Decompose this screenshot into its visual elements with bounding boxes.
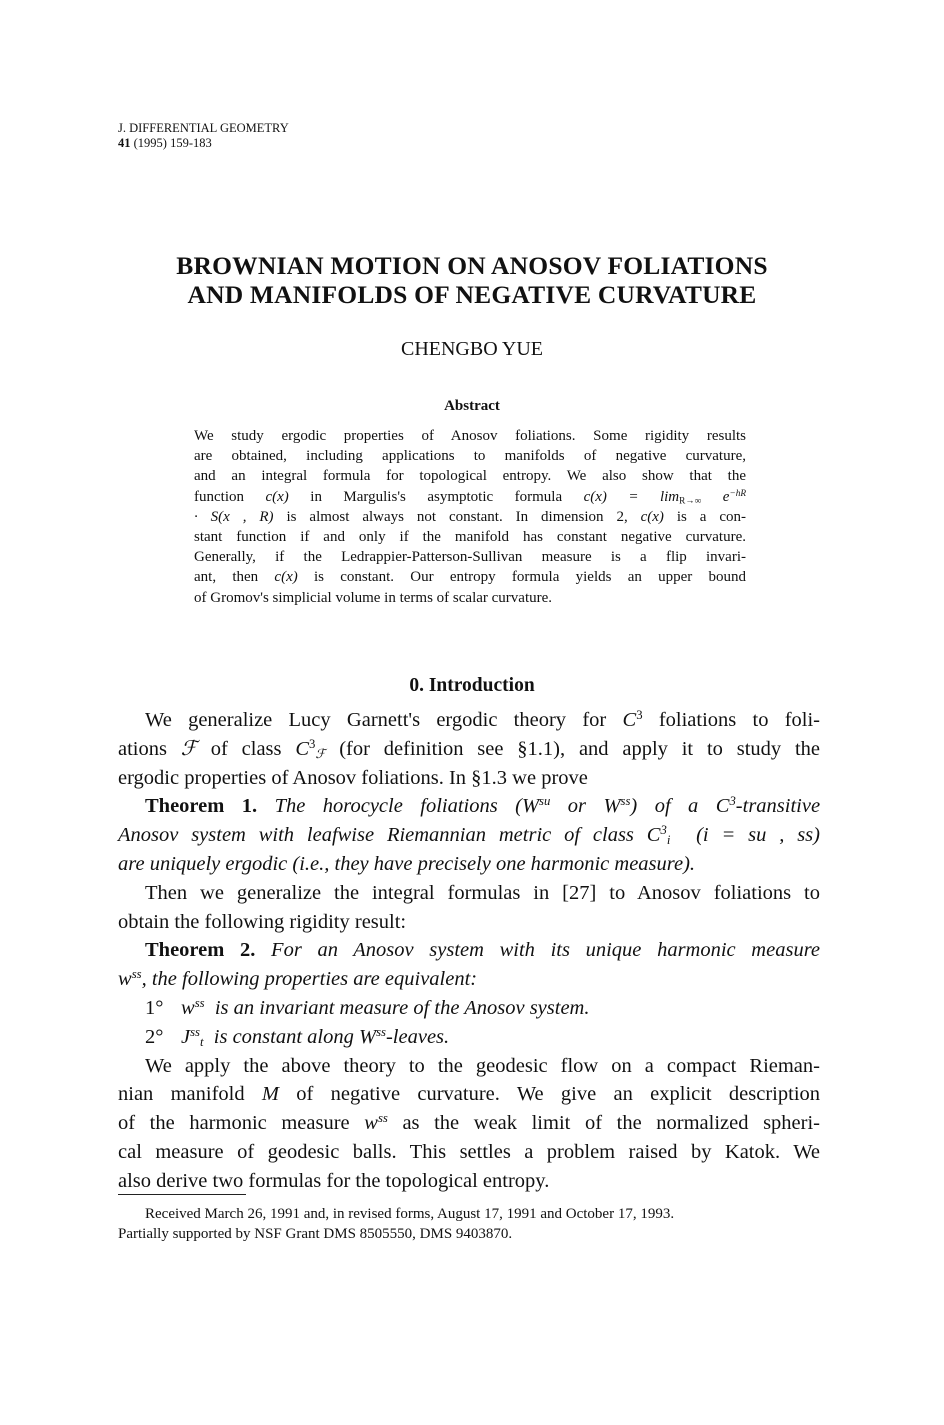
theorem-1-line: are uniquely ergodic (i.e., they have precisely one harmonic measure).: [118, 852, 696, 875]
section-heading: 0. Introduction: [409, 675, 535, 696]
intro-line: of the harmonic measure $w^{ss}$ as the weak limit of the normalized spheri-: [118, 1111, 821, 1135]
theorem-2-item-1: 1° $w^{ss}$ is an invariant measure of the Anosov system.: [145, 995, 590, 1019]
theorem-2-item-2: 2° $J^{ss}_t$ is constant along $W^{ss}$-leaves.: [145, 1024, 450, 1049]
footnote-divider: [118, 1194, 246, 1195]
journal-header: [118, 121, 289, 151]
intro-line: nian manifold M of negative curvature. We give an explicit description: [118, 1083, 821, 1106]
intro-line: also derive two formulas for the topological entropy.: [118, 1169, 550, 1192]
journal-name: J. DIFFERENTIAL GEOMETRY: [118, 121, 289, 135]
intro-line: cal measure of geodesic balls. This settles a problem raised by Katok. We: [118, 1140, 820, 1163]
intro-line: Then we generalize the integral formulas in [27] to Anosov foliations to: [145, 881, 820, 904]
theorem-1: Theorem 1. The horocycle foliations ($W^{su}$ or $W^{ss}$) of a $C^3$-transitive: [145, 794, 821, 818]
theorem-2: Theorem 2. For an Anosov system with its unique harmonic measure: [145, 939, 821, 962]
intro-line: obtain the following rigidity result:: [118, 910, 407, 933]
abstract-heading: Abstract: [444, 398, 500, 414]
abstract-text: We study ergodic properties of Anosov foliations. Some rigidity results are obtained, including applications to manifolds of negative curvature, and an integral formula for topological entropy. We also show that the function c(x) in Margulis's asymptotic formula $c(x) = \lim_{R\to\infty} e^{-hR}$ · S(x , R) is almost always not constant. In dimension 2, c(x) is a con- stant function if and only if the manifold has constant negative curvature. Generally, if the Ledrappier-Patterson-Sullivan measure is a flip invari- ant, then c(x) is constant. Our entropy formula yields an upper bound of Gromov's simplicial volume in terms of scalar curvature.: [194, 428, 747, 606]
intro-line: ations ℱ of class $C^3_ℱ$ (for definition see §1.1), and apply it to study the: [118, 736, 821, 761]
theorem-2-line: $w^{ss}$, the following properties are equivalent:: [118, 967, 478, 991]
introduction-body: [118, 706, 820, 1196]
theorem-1-line: Anosov system with leafwise Riemannian metric of class $C^3_i$ (i = su , ss): [118, 823, 820, 848]
intro-line: We apply the above theory to the geodesic flow on a compact Rieman-: [145, 1054, 820, 1077]
intro-line: We generalize Lucy Garnett's ergodic theory for $C^3$ foliations to foli-: [145, 708, 821, 731]
paper-title: BROWNIAN MOTION ON ANOSOV FOLIATIONS AND MANIFOLDS OF NEGATIVE CURVATURE: [176, 251, 768, 309]
intro-line: ergodic properties of Anosov foliations. In §1.3 we prove: [118, 766, 588, 789]
footnote: Received March 26, 1991 and, in revised forms, August 17, 1991 and October 17, 1993. Partially supported by NSF Grant DMS 8505550, DMS 9403870.: [118, 1206, 675, 1242]
author-name: CHENGBO YUE: [400, 338, 544, 360]
journal-volume: 41 (1995) 159-183: [118, 136, 212, 150]
